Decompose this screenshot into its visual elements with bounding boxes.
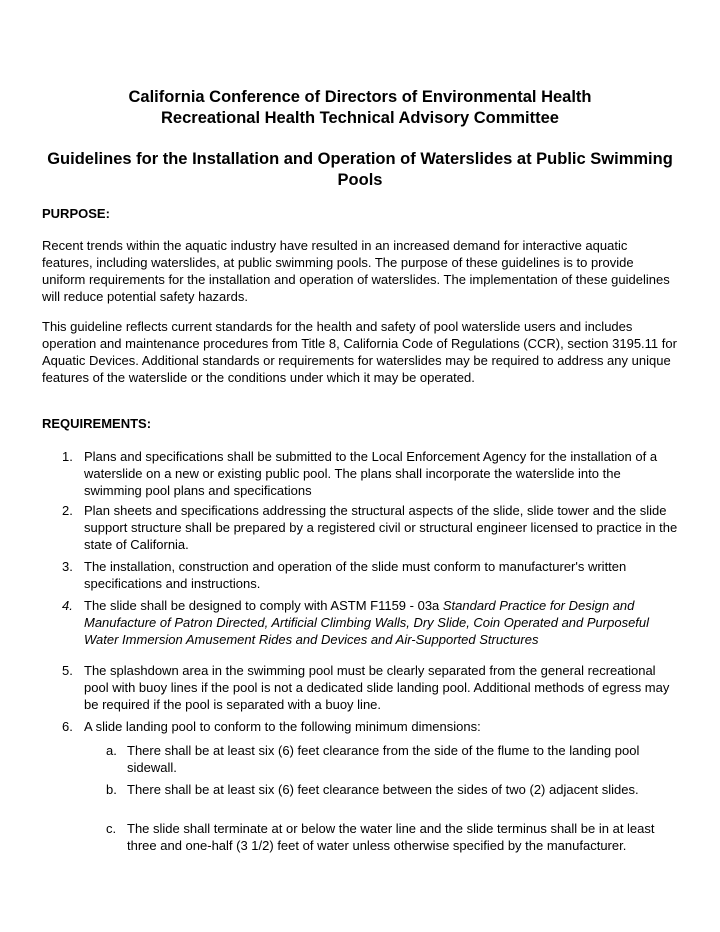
subitem-letter: a.: [106, 743, 117, 758]
subitem-text: There shall be at least six (6) feet clearance between the sides of two (2) adjacent slides.: [127, 782, 639, 797]
requirement-item: [62, 718, 678, 735]
requirement-number: 1.: [62, 449, 73, 464]
requirement-subitem: [106, 781, 678, 798]
purpose-paragraph-2: This guideline reflects current standards for the health and safety of pool waterslide users and includes operation and maintenance procedures from Title 8, California Code of Regulations (CCR), section 3195.11 for Aquatic Devices. Additional standards or requirements for waterslides may be required to address any unique features of the waterslide or the conditions under which it may be operated.: [42, 319, 677, 385]
committee-name-line: Recreational Health Technical Advisory Committee: [161, 109, 559, 127]
requirement-text: Plans and specifications shall be submitted to the Local Enforcement Agency for the installation of a waterslide on a new or existing public pool. The plans shall incorporate the waterslide into the swimming pool plans and specifications: [84, 449, 658, 498]
subitem-text: The slide shall terminate at or below the water line and the slide terminus shall be in at least three and one-half (3 1/2) feet of water unless otherwise specified by the manufacturer.: [127, 821, 655, 853]
subitem-letter: b.: [106, 782, 117, 797]
requirement-item: [62, 448, 678, 499]
subitem-text: There shall be at least six (6) feet clearance from the side of the flume to the landing pool sidewall.: [127, 743, 640, 775]
requirement-item: [62, 597, 678, 648]
requirement-number: 5.: [62, 663, 73, 678]
purpose-paragraph-1: Recent trends within the aquatic industry have resulted in an increased demand for interactive aquatic features, including waterslides, at public swimming pools. The purpose of these guidelines is to provide uniform requirements for the installation and operation of waterslides. The implementation of these guidelines will reduce potential safety hazards.: [42, 238, 670, 304]
org-name-line: California Conference of Directors of Environmental Health: [128, 88, 592, 106]
requirement-text: The installation, construction and operation of the slide must conform to manufacturer's written specifications and instructions.: [84, 559, 627, 591]
requirement-number: 2.: [62, 503, 73, 518]
requirement-subitem: [106, 742, 678, 776]
requirement-text: Plan sheets and specifications addressing the structural aspects of the slide, slide tower and the slide support structure shall be prepared by a registered civil or structural engineer licensed to practice in the state of California.: [84, 503, 678, 552]
subitem-letter: c.: [106, 821, 117, 836]
requirement-item: [62, 662, 678, 713]
requirements-heading: REQUIREMENTS:: [42, 416, 152, 431]
requirement-text-plain: The slide shall be designed to comply with ASTM F1159 - 03a: [84, 598, 443, 613]
requirement-item: [62, 502, 678, 553]
astm-standard-title: Standard Practice for Design and Manufacture of Patron Directed, Artificial Climbing Walls, Dry Slide, Coin Operated and Purposeful Water Immersion Amusement Rides and Devices and Air-Supported Structures: [84, 598, 650, 647]
document-title: Guidelines for the Installation and Operation of Waterslides at Public Swimming Pools: [47, 150, 673, 189]
requirement-number: 4.: [62, 598, 73, 613]
requirement-text: [84, 597, 678, 648]
requirement-number: 6.: [62, 719, 73, 734]
requirement-subitem: [106, 820, 678, 854]
org-header: [30, 87, 690, 129]
requirement-text: A slide landing pool to conform to the following minimum dimensions:: [84, 719, 481, 734]
requirement-text: The splashdown area in the swimming pool must be clearly separated from the general recreational pool with buoy lines if the pool is not a dedicated slide landing pool. Additional methods of egress may be required if the pool is separated with a buoy line.: [84, 663, 670, 712]
requirement-item: [62, 558, 678, 592]
purpose-heading: PURPOSE:: [42, 206, 110, 221]
requirement-number: 3.: [62, 559, 73, 574]
